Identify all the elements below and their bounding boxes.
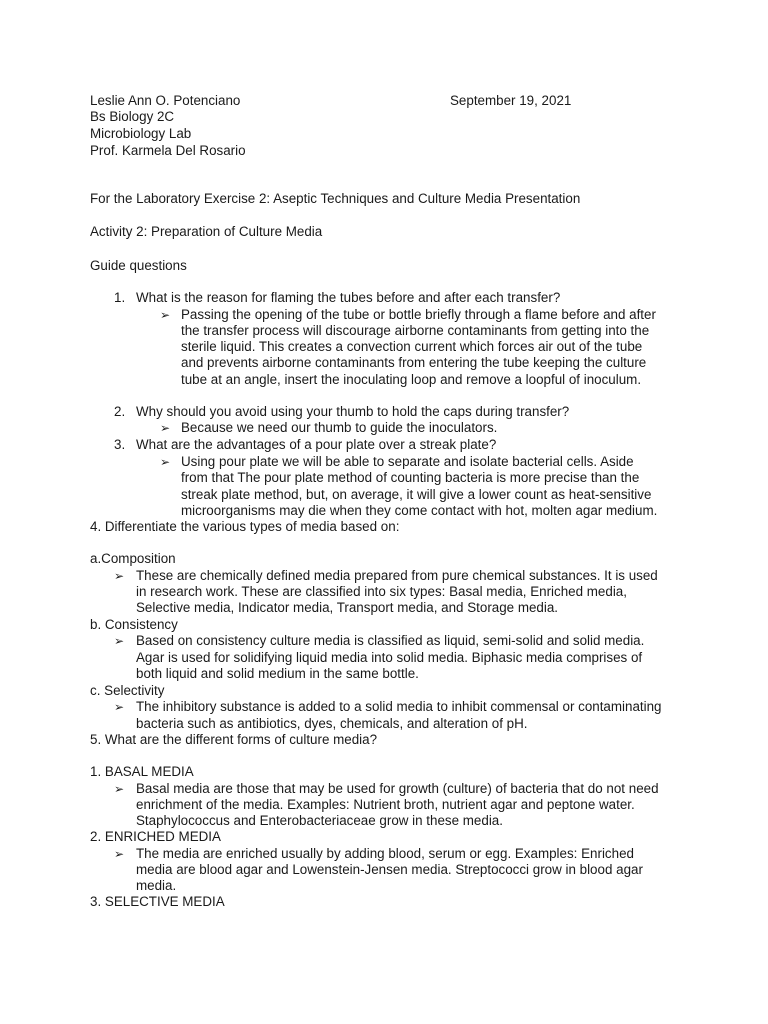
subject-line: Microbiology Lab — [90, 126, 192, 141]
selectivity-heading: c. Selectivity — [90, 683, 165, 698]
consistency-line: both liquid and solid medium in the same bottle. — [136, 666, 419, 681]
q2-number: 2. — [114, 404, 126, 419]
course-line: Bs Biology 2C — [90, 109, 175, 124]
consistency-heading: b. Consistency — [90, 617, 178, 632]
composition-line: in research work. These are classified into six types: Basal media, Enriched media, — [136, 584, 627, 599]
q3-answer-line: microorganisms may die when they come contact with hot, molten agar medium. — [181, 503, 658, 518]
bullet-arrow-icon: ➢ — [114, 700, 125, 714]
professor-line: Prof. Karmela Del Rosario — [90, 143, 246, 158]
basal-media-line: Basal media are those that may be used for growth (culture) of bacteria that do not need — [136, 781, 659, 796]
activity-title: Activity 2: Preparation of Culture Media — [90, 224, 323, 239]
q1-answer-line: sterile liquid. This creates a convection current which forces air out of the tube — [181, 339, 643, 354]
bullet-arrow-icon: ➢ — [160, 421, 171, 435]
bullet-arrow-icon: ➢ — [160, 455, 171, 469]
q5-question: 5. What are the different forms of culture media? — [90, 732, 378, 747]
q3-question: What are the advantages of a pour plate over a streak plate? — [136, 437, 497, 452]
q3-answer-line: streak plate method, but, on average, it will give a lower count as heat-sensitive — [181, 487, 652, 502]
consistency-line: Based on consistency culture media is classified as liquid, semi-solid and solid media. — [136, 633, 645, 648]
selectivity-line: The inhibitory substance is added to a solid media to inhibit commensal or contaminating — [136, 699, 662, 714]
q1-number: 1. — [114, 290, 126, 305]
composition-heading: a.Composition — [90, 551, 176, 566]
enriched-media-line: The media are enriched usually by adding blood, serum or egg. Examples: Enriched — [136, 846, 634, 861]
author-name: Leslie Ann O. Potenciano — [90, 93, 241, 108]
bullet-arrow-icon: ➢ — [114, 634, 125, 648]
exercise-title: For the Laboratory Exercise 2: Aseptic Techniques and Culture Media Presentation — [90, 191, 581, 206]
q3-number: 3. — [114, 437, 126, 452]
bullet-arrow-icon: ➢ — [114, 569, 125, 583]
q2-question: Why should you avoid using your thumb to hold the caps during transfer? — [136, 404, 570, 419]
q3-answer-line: from that The pour plate method of counting bacteria is more precise than the — [181, 470, 640, 485]
basal-media-heading: 1. BASAL MEDIA — [90, 764, 194, 779]
consistency-line: Agar is used for solidifying liquid media into solid media. Biphasic media comprises of — [136, 650, 643, 665]
q1-answer-line: and prevents airborne contaminants from entering the tube keeping the culture — [181, 355, 647, 370]
enriched-media-heading: 2. ENRICHED MEDIA — [90, 829, 221, 844]
q4-question: 4. Differentiate the various types of media based on: — [90, 519, 400, 534]
q1-answer-line: Passing the opening of the tube or bottle briefly through a flame before and after — [181, 307, 656, 322]
q1-question: What is the reason for flaming the tubes before and after each transfer? — [136, 290, 561, 305]
document-date: September 19, 2021 — [450, 93, 572, 108]
basal-media-line: Staphylococcus and Enterobacteriaceae grow in these media. — [136, 813, 503, 828]
bullet-arrow-icon: ➢ — [160, 308, 171, 322]
q1-answer-line: tube at an angle, insert the inoculating loop and remove a loopful of inoculum. — [181, 372, 642, 387]
guide-heading: Guide questions — [90, 258, 187, 273]
enriched-media-line: media. — [136, 878, 177, 893]
composition-line: These are chemically defined media prepared from pure chemical substances. It is used — [136, 568, 658, 583]
q3-answer-line: Using pour plate we will be able to separate and isolate bacterial cells. Aside — [181, 454, 634, 469]
q1-answer-line: the transfer process will discourage airborne contaminants from getting into the — [181, 323, 650, 338]
selectivity-line: bacteria such as antibiotics, dyes, chemicals, and alteration of pH. — [136, 716, 528, 731]
enriched-media-line: media are blood agar and Lowenstein-Jensen media. Streptococci grow in blood agar — [136, 862, 643, 877]
bullet-arrow-icon: ➢ — [114, 782, 125, 796]
basal-media-line: enrichment of the media. Examples: Nutrient broth, nutrient agar and peptone water. — [136, 797, 635, 812]
q2-answer-line: Because we need our thumb to guide the inoculators. — [181, 420, 498, 435]
bullet-arrow-icon: ➢ — [114, 847, 125, 861]
selective-media-heading: 3. SELECTIVE MEDIA — [90, 894, 225, 909]
composition-line: Selective media, Indicator media, Transport media, and Storage media. — [136, 600, 559, 615]
